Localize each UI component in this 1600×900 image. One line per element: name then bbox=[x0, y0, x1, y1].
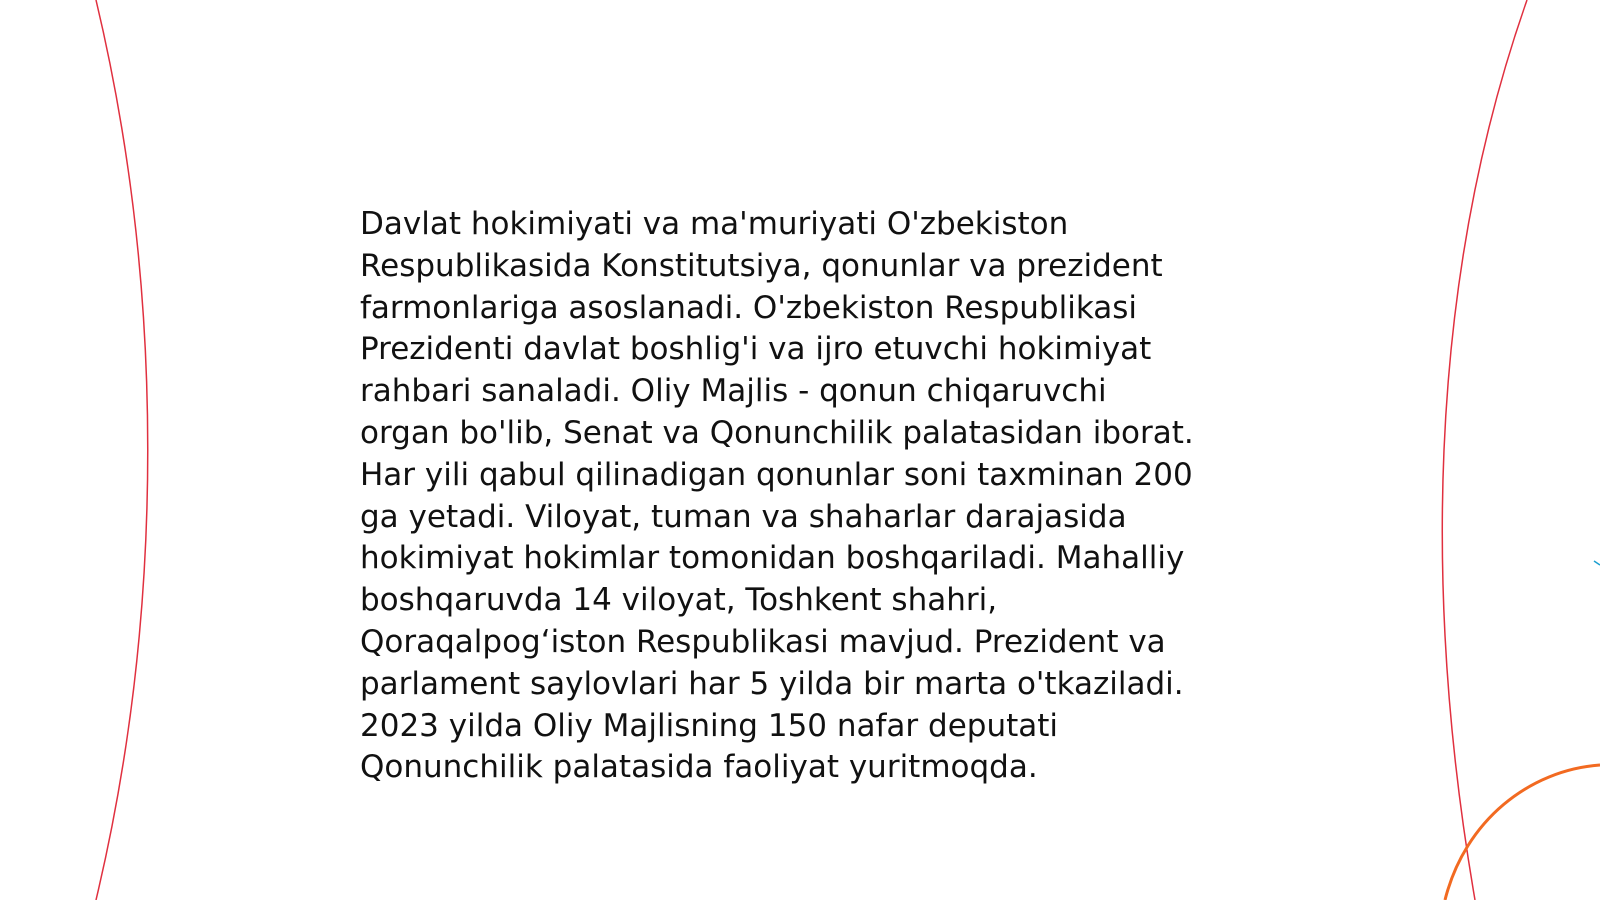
body-paragraph: Davlat hokimiyati va ma'muriyati O'zbekiston Respublikasida Konstitutsiya, qonunlar va prezident farmonlariga asoslanadi. O'zbekiston Respublikasi Prezidenti davlat boshlig'i va ijro etuvchi hokimiyat rahbari sanaladi. Oliy Majlis - qonun chiqaruvchi organ bo'lib, Senat va Qonunchilik palatasidan iborat. Har yili qabul qilinadigan qonunlar soni taxminan 200 ga yetadi. Viloyat, tuman va shaharlar darajasida hokimiyat hokimlar tomonidan boshqariladi. Mahalliy boshqaruvda 14 viloyat, Toshkent shahri, Qoraqalpog‘iston Respublikasi mavjud. Prezident va parlament saylovlari har 5 yilda bir marta o'tkaziladi. 2023 yilda Oliy Majlisning 150 nafar deputati Qonunchilik palatasida faoliyat yuritmoqda. bbox=[360, 206, 1194, 786]
teal-accent-mark bbox=[1594, 561, 1600, 565]
bottom-right-orange-arc bbox=[1445, 765, 1600, 900]
right-red-arc bbox=[1442, 0, 1527, 900]
left-red-arc bbox=[96, 0, 148, 900]
